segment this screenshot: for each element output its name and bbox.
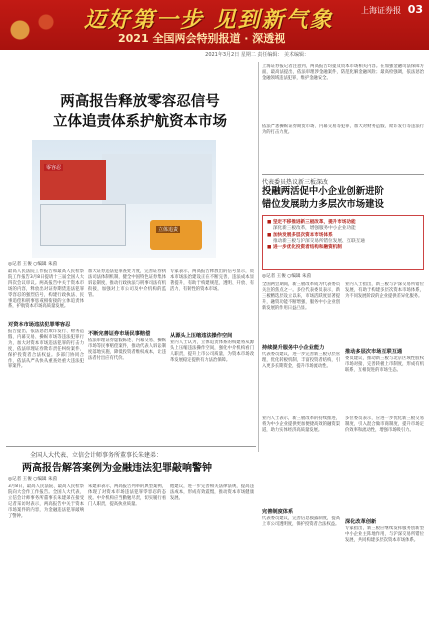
feature-headline	[262, 186, 422, 211]
feature-body-col2b: 委员建议，推动新三板与北京区域性股权市场对接，完善转板上市制度，形成有机联系、互相促进的市场生态。	[345, 356, 424, 373]
right-bottom-col1b: 代表委员建议，完善信息披露制度，提高上市公司透明度，保护投资者合法权益。	[262, 516, 340, 527]
masthead	[0, 0, 429, 50]
lead-body-col1b: 报告提出，依法惩治欺诈发行、财务造假、内幕交易、操纵市场等违法犯罪行为，加大对资本市场违法犯罪的打击力度，依法审理证券欺诈责任纠纷案件，保护投资者合法权益。多部门协同合作，依法从严从快从重查处重大违法犯罪案件。	[8, 329, 84, 370]
illustration-chart-area	[102, 154, 212, 204]
feature-body-col1b: 代表委员建议，进一步完善新三板分层管理，优化转板机制，丰富投资者结构，引入更多长期资金，提升市场流动性。	[262, 352, 340, 369]
masthead-decoration	[0, 0, 70, 50]
section-rule	[262, 174, 424, 175]
paper-name: 上海证券报	[361, 6, 401, 15]
bottom-body-col1: 3月8日，最高人民法院、最高人民检察院向大会作工作报告。全国人大代表、立信会计师事务所董事长朱建弟在接受记者采访时表示，两高报告中关于资本市场案件的内容，为金融违法犯罪敲响了警钟。	[8, 484, 84, 519]
summary-point-1-detail: 深化新三板改革，增强服务中小企业功能	[273, 226, 356, 232]
summary-point-2-detail: 推动新三板与沪深交易所错位发展、互联互通	[273, 238, 365, 244]
feature-subhead-2: 推动多层次市场互联互通	[345, 349, 403, 355]
right-bottom-col1: 业内人士表示，新三板改革的持续推进，将为中小企业提供更加便捷高效的融资渠道，助力实体经济高质量发展。	[262, 416, 340, 433]
lead-headline	[30, 92, 250, 132]
lead-body-col3: 专家表示，两高报告释放出的信号显示，资本市场法治建设正在不断完善，违法成本显著提升，有助于构建规范、透明、开放、有活力、有韧性的资本市场。	[170, 269, 254, 292]
lead-body-col3b: 业内人士认为，立体追责体系的构建将从源头上压缩违法操作空间，强化中介机构看门人职责，提升上市公司质量，为资本市场改革发展稳定提供有力法治保障。	[170, 340, 254, 363]
right-top-text-2: 依法严惩操纵证券期货市场、内幕交易等犯罪，加大对财务造假、欺诈发行等违法行为的打击力度。	[262, 124, 424, 135]
bottom-body-col2: 朱建弟表示，两高报告列举的典型案例，体现了对资本市场违法犯罪零容忍的态度。中介机构应当勤勉尽责，切实履行看门人职责，提高执业质量。	[88, 484, 166, 507]
right-top-text: 上海证券报记者注意到，两高报告均提及资本市场相关内容。在加强金融司法保障方面，最高法提出，依法审理涉金融案件，防范化解金融风险；最高检强调，依法惩治金融领域违法犯罪，维护金融安全。	[262, 64, 424, 81]
right-bottom-col2: 多位委员表示，应进一步优化新三板交易制度，引入混合做市商制度，提升市场定价效率和流动性，增强市场吸引力。	[345, 416, 424, 433]
bottom-section-rule	[6, 446, 256, 447]
bottom-kicker: 全国人大代表、立信会计师事务所董事长朱建弟：	[30, 452, 163, 459]
lead-body-col2: 加大证券违法犯罪查处力度，完善证券执法司法体制机制，健全中国特色证券集体诉讼制度，推动行政执法与刑事司法有机衔接，加强对上市公司及中介机构的监管。	[88, 269, 166, 298]
feature-body-col1: 全国两会期间，新三板改革成为代表委员关注的焦点之一。多位代表委员表示，新三板精选层设立以来，市场活跃度显著提升，融资功能不断增强，服务中小企业创新发展的作用日益凸显。	[262, 282, 340, 311]
feature-subhead-1: 持续提升服务中小企业能力	[262, 345, 325, 351]
bottom-byline: ◎记者 王俊 ○编辑 朱茵	[8, 477, 58, 482]
summary-point-2: ■ 加快发展多层次资本市场体系	[267, 232, 333, 238]
issue-meta-line: 2021年3月2日 星期二 责任编辑： 美术编辑：	[205, 52, 309, 58]
summary-point-1: ■ 坚定不移推进新三板改革，提升市场功能	[267, 220, 356, 225]
page-number: 03	[407, 3, 423, 16]
lead-byline: ◎记者 王俊 ○编辑 朱茵	[8, 262, 58, 267]
lead-illustration	[32, 140, 216, 258]
feature-body-col2: 业内人士指出，新三板与沪深交易所错位发展，有助于构建多层次资本市场体系，为不同发展阶段的企业提供差异化服务。	[345, 282, 424, 299]
right-bottom-subhead-2: 深化改革创新	[345, 519, 377, 525]
feature-headline-line-2: 错位发展助力多层次市场建设	[262, 198, 384, 210]
lead-body-col1: 最高人民法院工作报告和最高人民检察院工作报告3月8日提请十三届全国人大四次会议审议。两高报告中关于资本市场的内容，释放出对证券期货违法犯罪零容忍的强烈信号，构建行政执法、民事追偿和刑事惩戒相衔接的立体追责体系，护航资本市场高质量发展。	[8, 269, 84, 310]
illustration-tag-a: 零容忍	[46, 165, 62, 171]
illustration-tag-b: 立体追责	[158, 227, 179, 233]
bottom-body-col3: 他建议，进一步完善相关法律法规，提高违法成本，形成有效震慑，推动资本市场健康发展。	[170, 484, 254, 501]
column-divider	[258, 62, 259, 452]
summary-point-3: ■ 进一步优化投资者结构和融资机制	[267, 245, 342, 251]
right-bottom-col2b: 专家指出，新三板应继续发挥服务创新型中小企业主阵地作用，与沪深交易所错位发展，共同构建多层次资本市场体系。	[345, 526, 424, 543]
lead-headline-line-2: 立体追责体系护航资本市场	[53, 113, 227, 130]
right-bottom-subhead-1: 完善制度体系	[262, 509, 294, 515]
lead-subhead-1: 对资本市场违法犯罪零容忍	[8, 322, 71, 328]
feature-kicker: 代表委员热议新三板深改	[262, 179, 329, 186]
masthead-subtitle: 2021 全国两会特别报道 · 深透视	[118, 32, 286, 45]
lead-subhead-2: 不断完善证券市场民事赔偿	[88, 331, 151, 337]
masthead-title: 迈好第一步 见到新气象	[84, 7, 334, 33]
feature-byline: ◎记者 王俊 ○编辑 朱茵	[262, 274, 312, 279]
illustration-orange-block	[150, 220, 202, 250]
bottom-headline: 两高报告解答案例为金融违法犯罪敲响警钟	[22, 463, 212, 474]
feature-headline-line-1: 投融两活促中小企业创新进阶	[262, 186, 384, 197]
illustration-grey-panel	[40, 204, 126, 246]
lead-body-col2b: 依法审理证券虚假陈述、内幕交易、操纵市场等民事赔偿案件，推动代表人诉讼制度落地实施，降低投资者维权成本，让违法者付出应有代价。	[88, 338, 166, 361]
lead-headline-line-1: 两高报告释放零容忍信号	[60, 93, 220, 110]
feature-summary-box	[262, 215, 424, 270]
lead-subhead-3: 从源头上压缩违法操作空间	[170, 333, 233, 339]
